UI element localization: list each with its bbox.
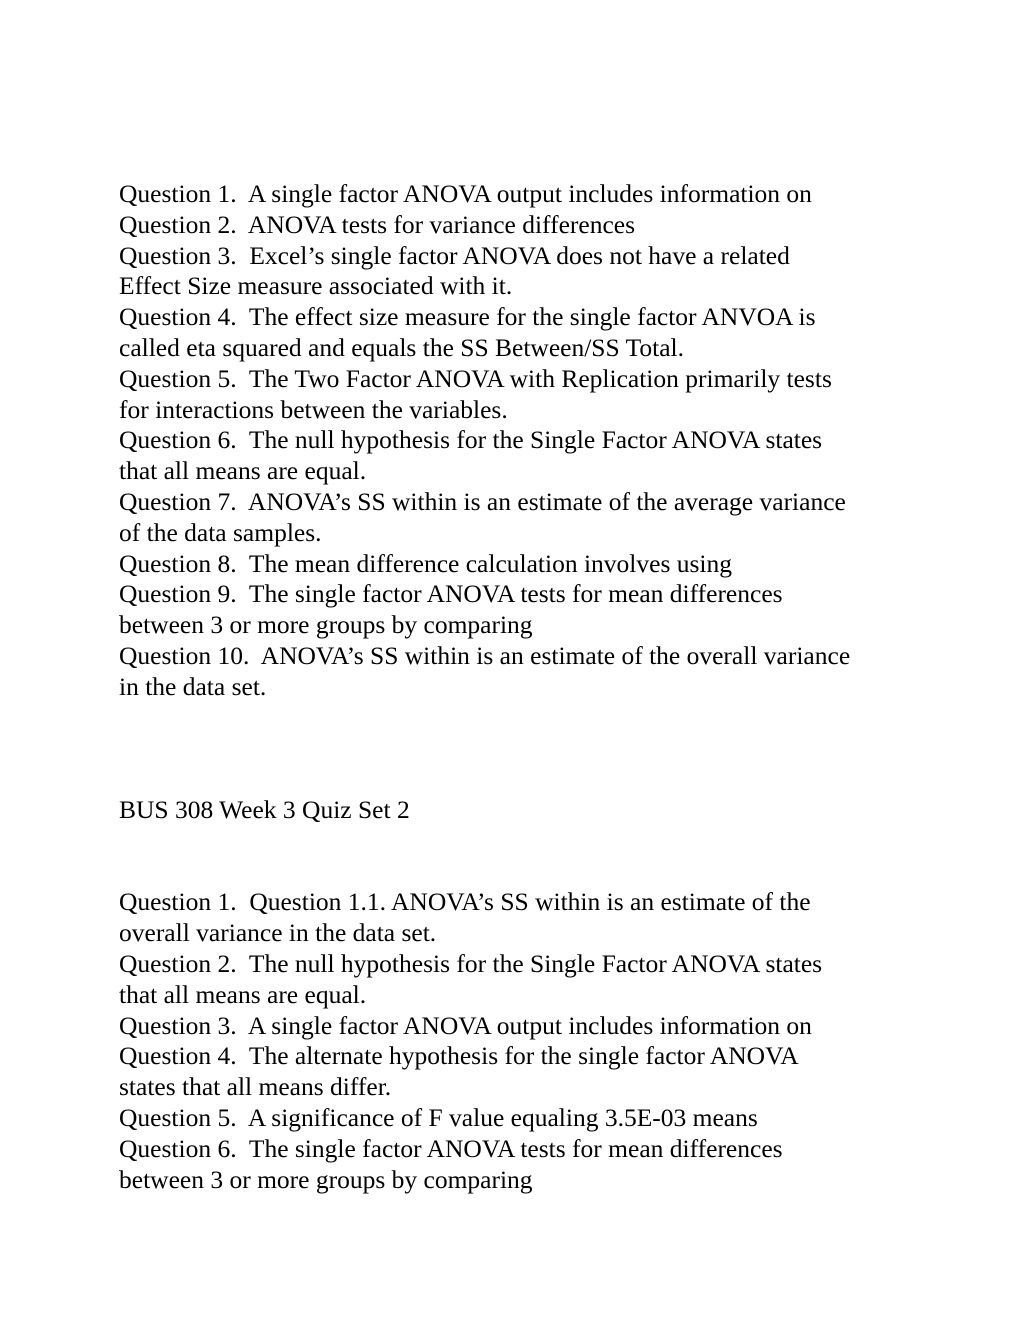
question-line: between 3 or more groups by comparing — [119, 1164, 533, 1194]
question-line: of the data samples. — [119, 517, 322, 547]
question-line: Question 3. A single factor ANOVA output includes information on — [119, 1010, 812, 1040]
document-page — [119, 179, 919, 1195]
quiz-set-2 — [119, 887, 919, 1195]
question-line: Question 8. The mean difference calculation involves using — [119, 548, 733, 578]
question-line: Question 4. The effect size measure for the single factor ANVOA is — [119, 302, 816, 332]
question-line: Question 6. The null hypothesis for the Single Factor ANOVA states — [119, 425, 823, 455]
question-line: that all means are equal. — [119, 979, 367, 1009]
question-line: Question 3. Excel’s single factor ANOVA does not have a related — [119, 240, 790, 270]
blank-lines — [119, 826, 919, 888]
question-line: Question 10. ANOVA’s SS within is an estimate of the overall variance — [119, 640, 851, 670]
question-line: for interactions between the variables. — [119, 394, 508, 424]
question-line: between 3 or more groups by comparing — [119, 610, 533, 640]
question-line: Question 2. ANOVA tests for variance differences — [119, 209, 636, 239]
question-line: in the data set. — [119, 671, 267, 701]
question-line: overall variance in the data set. — [119, 918, 437, 948]
question-line: that all means are equal. — [119, 456, 367, 486]
question-line: Question 4. The alternate hypothesis for the single factor ANOVA — [119, 1041, 799, 1071]
question-line: Question 7. ANOVA’s SS within is an estimate of the average variance — [119, 486, 846, 516]
section-heading: BUS 308 Week 3 Quiz Set 2 — [119, 794, 410, 824]
quiz-set-1 — [119, 179, 919, 703]
question-line: states that all means differ. — [119, 1072, 392, 1102]
question-line: Question 5. A significance of F value equaling 3.5E-03 means — [119, 1102, 758, 1132]
question-line: called eta squared and equals the SS Between/SS Total. — [119, 332, 684, 362]
question-line: Question 5. The Two Factor ANOVA with Replication primarily tests — [119, 363, 832, 393]
question-line: Question 9. The single factor ANOVA tests for mean differences — [119, 579, 783, 609]
question-line: Question 2. The null hypothesis for the Single Factor ANOVA states — [119, 948, 823, 978]
question-line: Question 1. A single factor ANOVA output includes information on — [119, 179, 812, 208]
question-line: Question 6. The single factor ANOVA tests for mean differences — [119, 1133, 783, 1163]
question-line: Question 1. Question 1.1. ANOVA’s SS within is an estimate of the — [119, 887, 811, 917]
question-line: Effect Size measure associated with it. — [119, 271, 513, 301]
blank-lines — [119, 703, 919, 795]
